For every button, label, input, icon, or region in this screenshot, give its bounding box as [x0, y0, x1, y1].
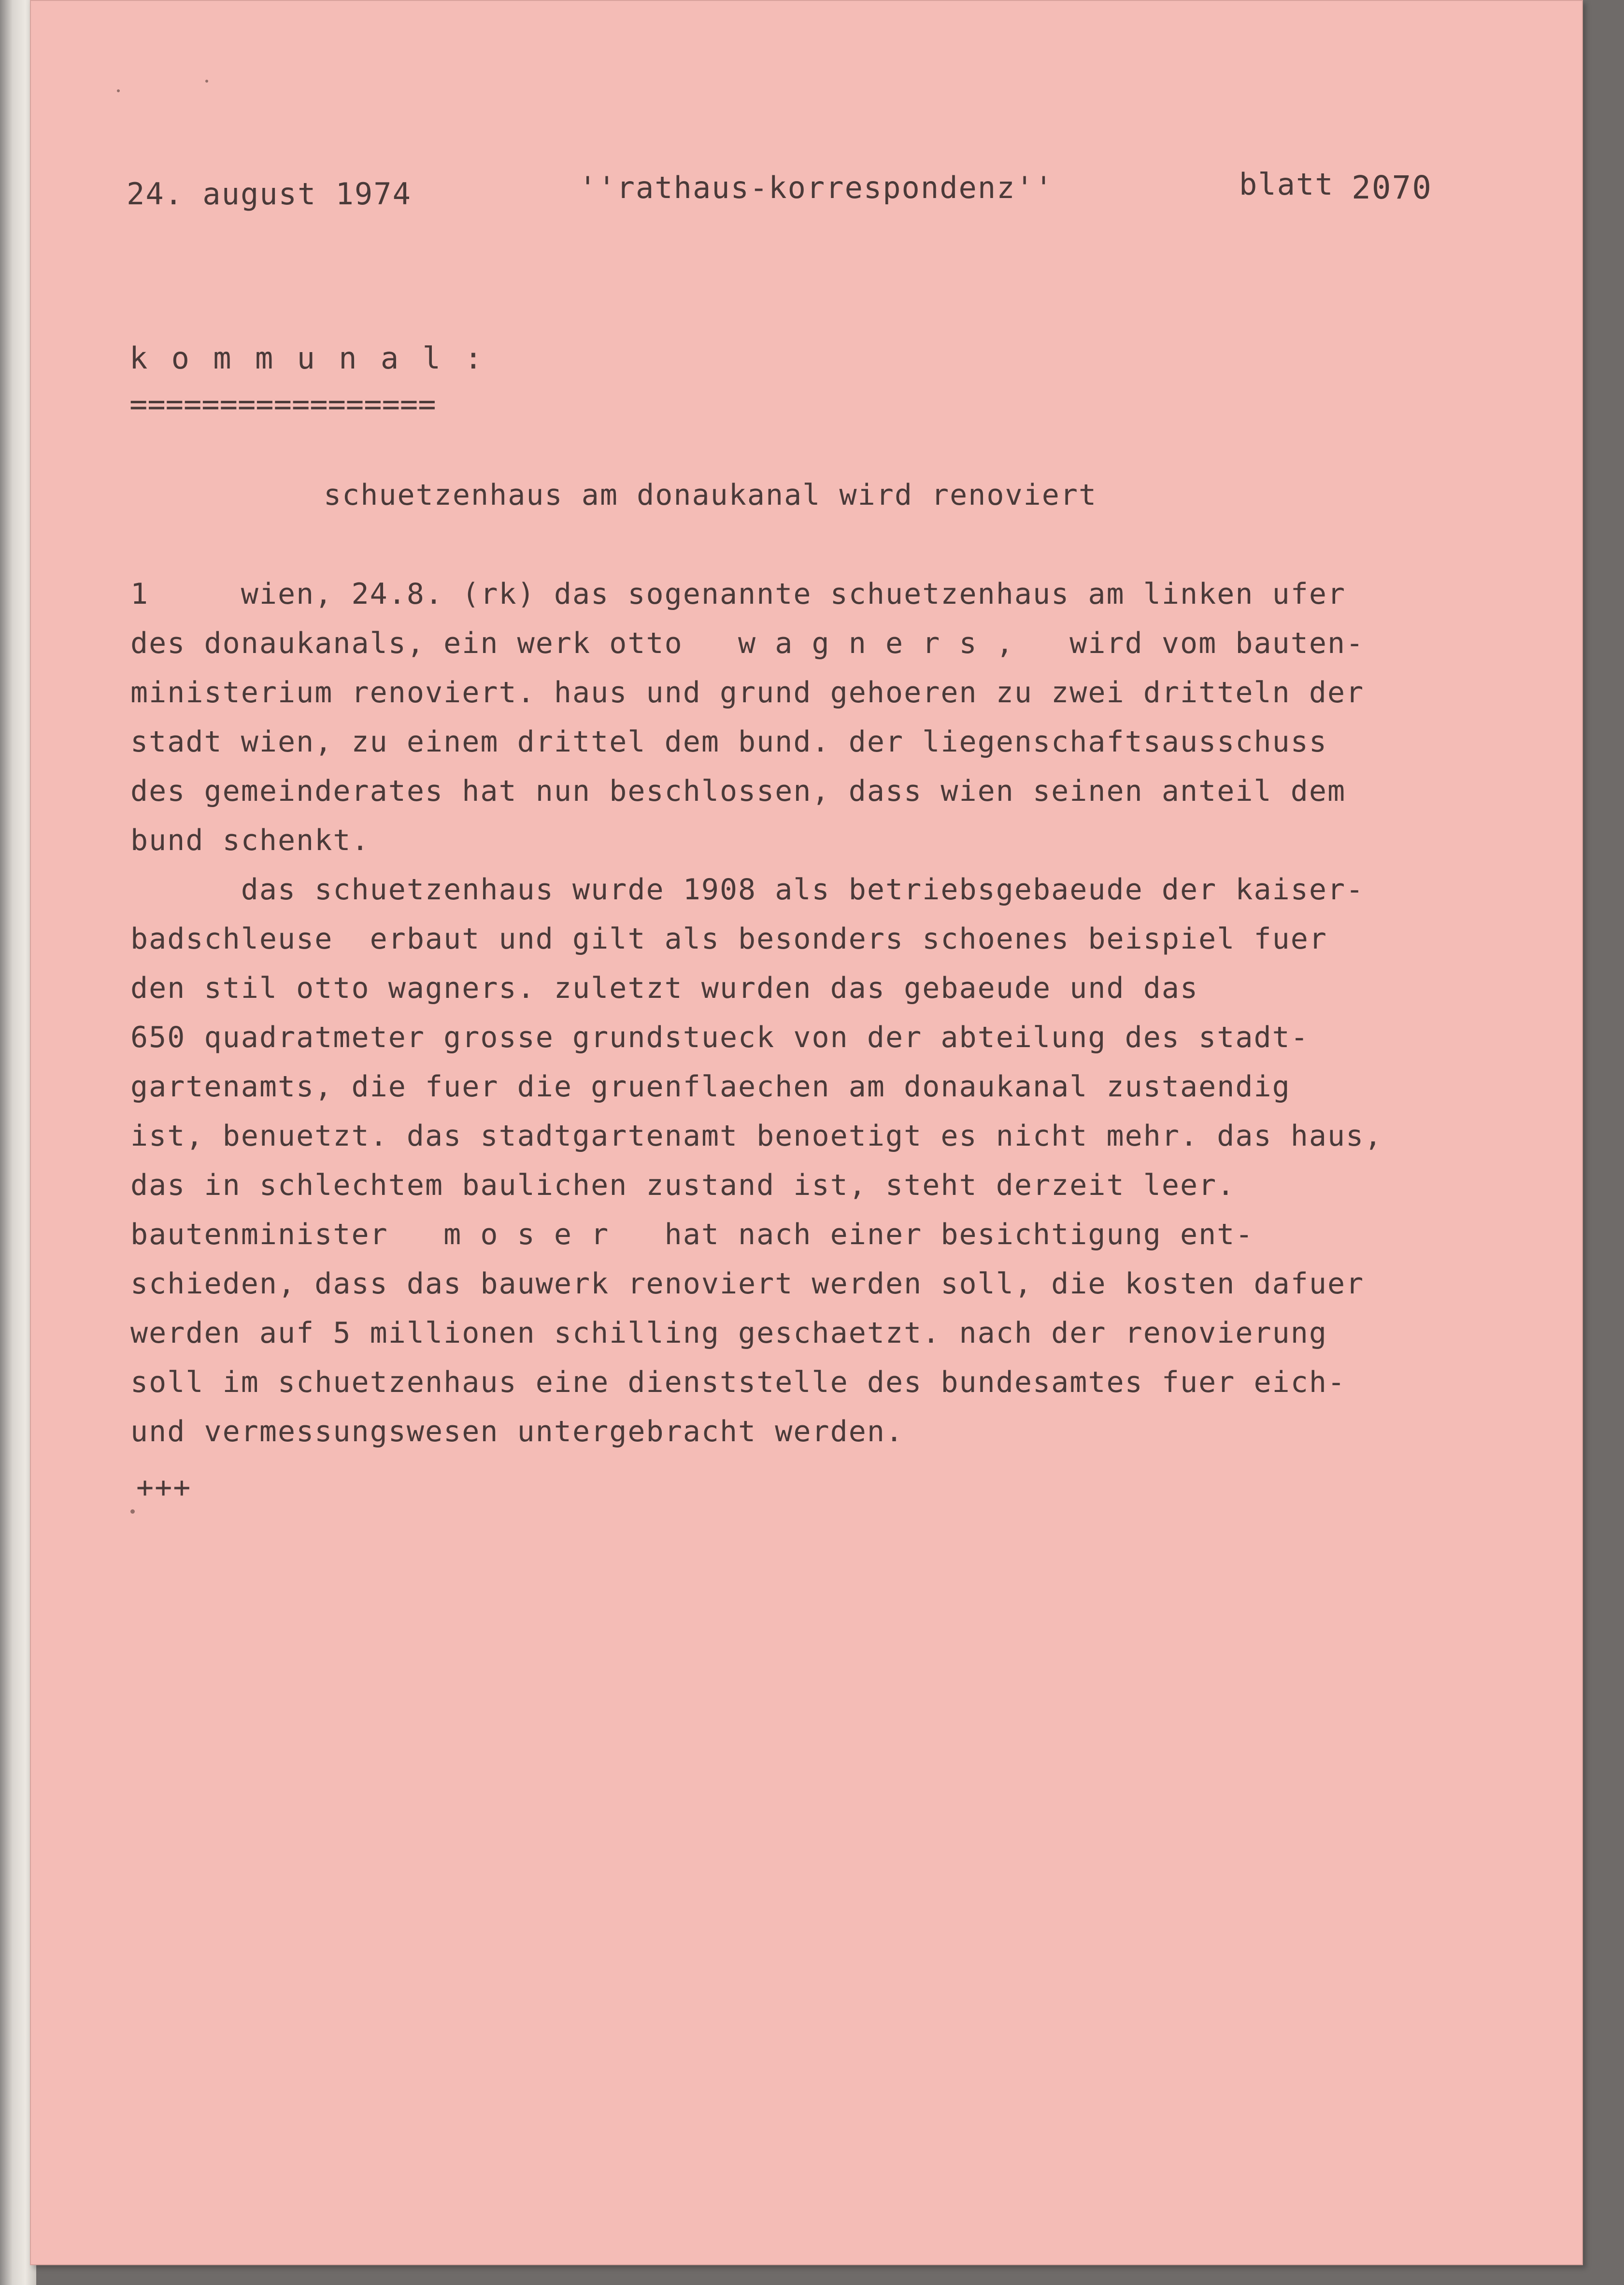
document-date: 24. august 1974 — [127, 176, 412, 212]
body-line: stadt wien, zu einem drittel dem bund. der liegenschaftsausschuss — [130, 725, 1327, 759]
body-line: des gemeinderates hat nun beschlossen, dass wien seinen anteil dem — [130, 774, 1346, 808]
sheet-label: blatt — [1239, 167, 1334, 202]
body-line: das in schlechtem baulichen zustand ist, steht derzeit leer. — [130, 1168, 1236, 1202]
sheet-number: 2070 — [1352, 169, 1432, 206]
body-line: des donaukanals, ein werk otto w a g n e r s , wird vom bauten- — [130, 626, 1365, 660]
body-line: schieden, dass das bauwerk renoviert werden soll, die kosten dafuer — [130, 1267, 1365, 1301]
body-line: das schuetzenhaus wurde 1908 als betriebsgebaeude der kaiser- — [130, 873, 1365, 907]
body-line: und vermessungswesen untergebracht werden. — [130, 1415, 904, 1448]
publication-title: ''rathaus-korrespondenz'' — [579, 170, 1054, 205]
body-line: bautenminister m o s e r hat nach einer besichtigung ent- — [130, 1218, 1254, 1251]
body-line: soll im schuetzenhaus eine dienststelle des bundesamtes fuer eich- — [130, 1365, 1346, 1399]
section-underline: ================= — [129, 386, 436, 422]
section-title: k o m m u n a l : — [129, 341, 485, 376]
body-line: badschleuse erbaut und gilt als besonders schoenes beispiel fuer — [130, 922, 1327, 956]
body-line: gartenamts, die fuer die gruenflaechen am donaukanal zustaendig — [130, 1070, 1291, 1104]
body-line: ministerium renoviert. haus und grund gehoeren zu zwei dritteln der — [130, 676, 1365, 710]
body-line: 1 wien, 24.8. (rk) das sogenannte schuetzenhaus am linken ufer — [130, 577, 1346, 611]
body-line: den stil otto wagners. zuletzt wurden das gebaeude und das — [130, 971, 1199, 1005]
paper-speck — [130, 1509, 135, 1514]
end-mark: +++ — [136, 1471, 192, 1504]
body-line: bund schenkt. — [130, 823, 370, 857]
body-line: 650 quadratmeter grosse grundstueck von der abteilung des stadt- — [130, 1021, 1309, 1054]
body-line: ist, benuetzt. das stadtgartenamt benoetigt es nicht mehr. das haus, — [130, 1119, 1383, 1153]
body-line: werden auf 5 millionen schilling geschaetzt. nach der renovierung — [130, 1316, 1327, 1350]
paper-speck — [205, 80, 208, 83]
paper-speck — [117, 89, 120, 92]
article-headline: schuetzenhaus am donaukanal wird renoviert — [324, 478, 1097, 512]
